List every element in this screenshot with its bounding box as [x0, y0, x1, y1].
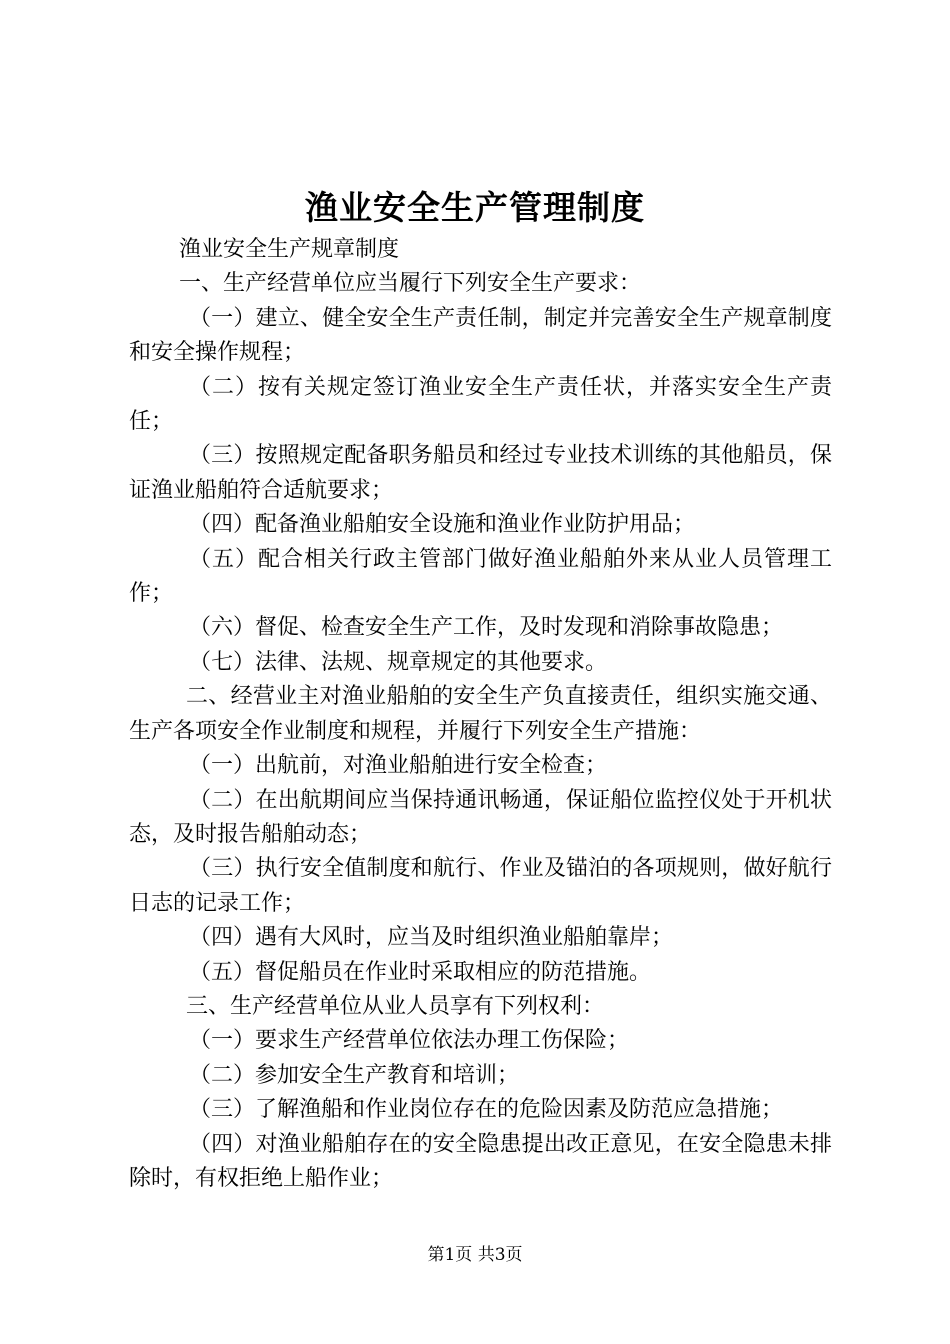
list-item: （一）要求生产经营单位依法办理工伤保险；: [189, 1028, 630, 1054]
document-title: 渔业安全生产管理制度: [305, 188, 645, 227]
list-item: （一）建立、健全安全生产责任制，制定并完善安全生产规章制度和安全操作规程；: [129, 305, 832, 366]
list-item: （一）出航前，对渔业船舶进行安全检查；: [189, 753, 608, 779]
list-item: （四）配备渔业船舶安全设施和渔业作业防护用品；: [189, 512, 696, 538]
list-item: （六）督促、检查安全生产工作，及时发现和消除事故隐患；: [189, 615, 784, 641]
section-heading-2: 二、经营业主对渔业船舶的安全生产负直接责任，组织实施交通、生产各项安全作业制度和规程，并履行下列安全生产措施：: [129, 684, 832, 744]
list-item: （四）对渔业船舶存在的安全隐患提出改正意见，在安全隐患未排除时，有权拒绝上船作业；: [129, 1131, 832, 1191]
list-item: （三）了解渔船和作业岗位存在的危险因素及防范应急措施；: [189, 1097, 784, 1123]
list-item: （三）按照规定配备职务船员和经过专业技术训练的其他船员，保证渔业船舶符合适航要求；: [129, 443, 832, 503]
list-item: （二）参加安全生产教育和培训；: [189, 1062, 520, 1088]
subtitle-paragraph: 渔业安全生产规章制度: [179, 237, 400, 262]
page-footer: 第1页 共3页: [427, 1245, 523, 1265]
list-item: （五）配合相关行政主管部门做好渔业船舶外来从业人员管理工作；: [129, 546, 832, 607]
list-item: （七）法律、法规、规章规定的其他要求。: [189, 649, 608, 675]
list-item: （二）在出航期间应当保持通讯畅通，保证船位监控仪处于开机状态，及时报告船舶动态；: [129, 787, 832, 847]
list-item: （二）按有关规定签订渔业安全生产责任状，并落实安全生产责任；: [129, 374, 832, 435]
list-item: （三）执行安全值制度和航行、作业及锚泊的各项规则，做好航行日志的记录工作；: [129, 856, 832, 916]
document-body: [129, 233, 832, 1196]
list-item: （四）遇有大风时，应当及时组织渔业船舶靠岸；: [189, 925, 674, 951]
section-heading-1: 一、生产经营单位应当履行下列安全生产要求：: [179, 271, 642, 297]
list-item: （五）督促船员在作业时采取相应的防范措施。: [189, 959, 652, 985]
section-heading-3: 三、生产经营单位从业人员享有下列权利：: [186, 993, 605, 1019]
